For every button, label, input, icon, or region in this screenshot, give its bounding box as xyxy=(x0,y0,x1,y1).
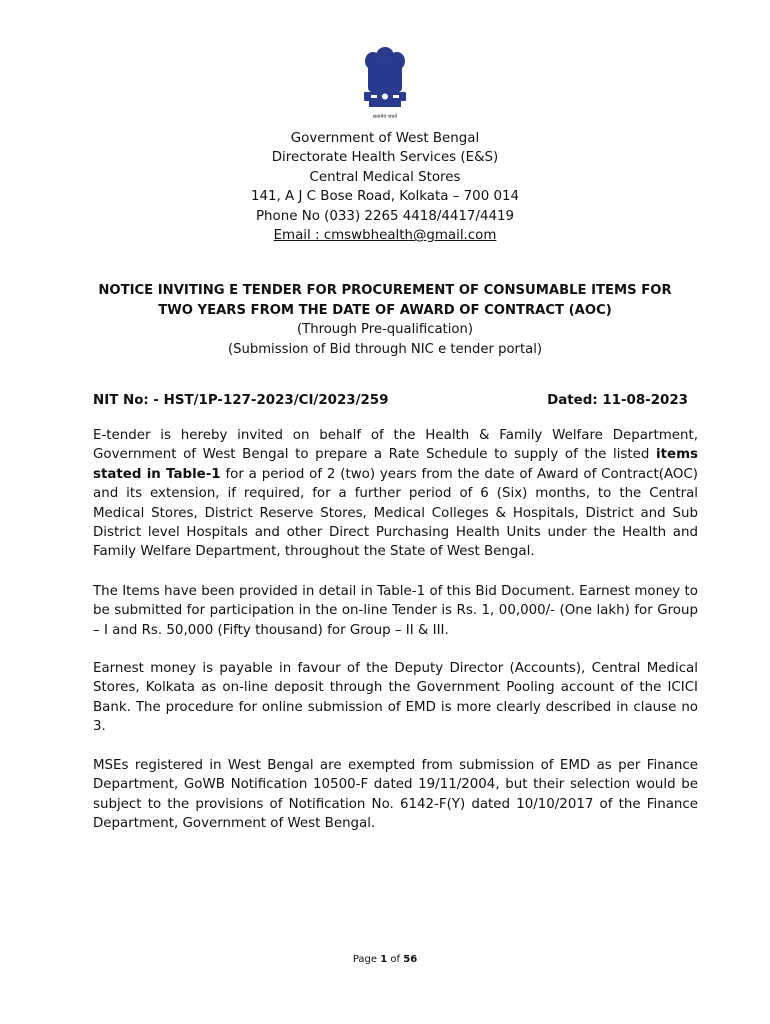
header-line: 141, A J C Bose Road, Kolkata – 700 014 xyxy=(250,189,520,205)
page-footer xyxy=(0,953,770,967)
page-label: Page xyxy=(352,954,378,965)
emblem-caption: सत्यमेव जयते xyxy=(372,114,398,120)
page-number: 1 xyxy=(380,954,388,965)
title-line-2: TWO YEARS FROM THE DATE OF AWARD OF CONTRACT (AOC) xyxy=(158,302,612,318)
paragraph-4: MSEs registered in West Bengal are exempted from submission of EMD as per Finance Department, GoWB Notification 10500-F dated 19/11/2004, but their selection would be subject to the provisions of Notification No. 6142-F(Y) dated 10/10/2017 of the Finance Department, Government of West Bengal. xyxy=(93,758,698,832)
title-subline-2: (Submission of Bid through NIC e tender portal) xyxy=(227,341,543,357)
notice-title xyxy=(80,281,690,359)
paragraph-1-text: E-tender is hereby invited on behalf of the Health & Family Welfare Department, Government of West Bengal to prepare a Rate Schedule to supply of the listed xyxy=(93,428,698,463)
header-line: Government of West Bengal xyxy=(290,131,480,146)
title-subline-1: (Through Pre-qualification) xyxy=(297,322,473,338)
paragraph-1-bold: items stated in Table-1 xyxy=(93,447,698,482)
header-line: Central Medical Stores xyxy=(309,169,461,185)
email-link[interactable]: Email : cmswbhealth@gmail.com xyxy=(273,228,497,244)
paragraph-1 xyxy=(93,426,698,562)
nit-date: Dated: 11-08-2023 xyxy=(547,393,688,408)
national-emblem-icon xyxy=(359,44,411,122)
page-total: 56 xyxy=(403,954,418,965)
paragraph-2: The Items have been provided in detail in Table-1 of this Bid Document. Earnest money to be submitted for participation in the on-line Tender is Rs. 1, 00,000/- (One lakh) for Group – I and Rs. 50,000 (Fifty thousand) for Group – II & III. xyxy=(93,584,698,638)
header-line: Directorate Health Services (E&S) xyxy=(271,150,499,166)
letterhead xyxy=(0,129,770,245)
paragraph-1-text-rest: for a period of 2 (two) years from the date of Award of Contract(AOC) and its extension, if required, for a further period of 6 (Six) months, to the Central Medical Stores, District Reserve Stores, Medical Colleges & Hospitals, District and Sub District level Hospitals and other Direct Purchasing Health Units under the Health and Family Welfare Department, throughout the State of West Bengal. xyxy=(93,466,698,560)
title-line-1: NOTICE INVITING E TENDER FOR PROCUREMENT OF CONSUMABLE ITEMS FOR xyxy=(98,283,672,298)
header-line: Phone No (033) 2265 4418/4417/4419 xyxy=(255,208,515,224)
paragraph-3: Earnest money is payable in favour of the Deputy Director (Accounts), Central Medical Stores, Kolkata as on-line deposit through the Government Pooling account of the ICICI Bank. The procedure for online submission of EMD is more clearly described in clause no 3. xyxy=(93,661,698,735)
of-label: of xyxy=(390,954,401,965)
nit-number: NIT No: - HST/1P-127-2023/CI/2023/259 xyxy=(93,393,389,408)
